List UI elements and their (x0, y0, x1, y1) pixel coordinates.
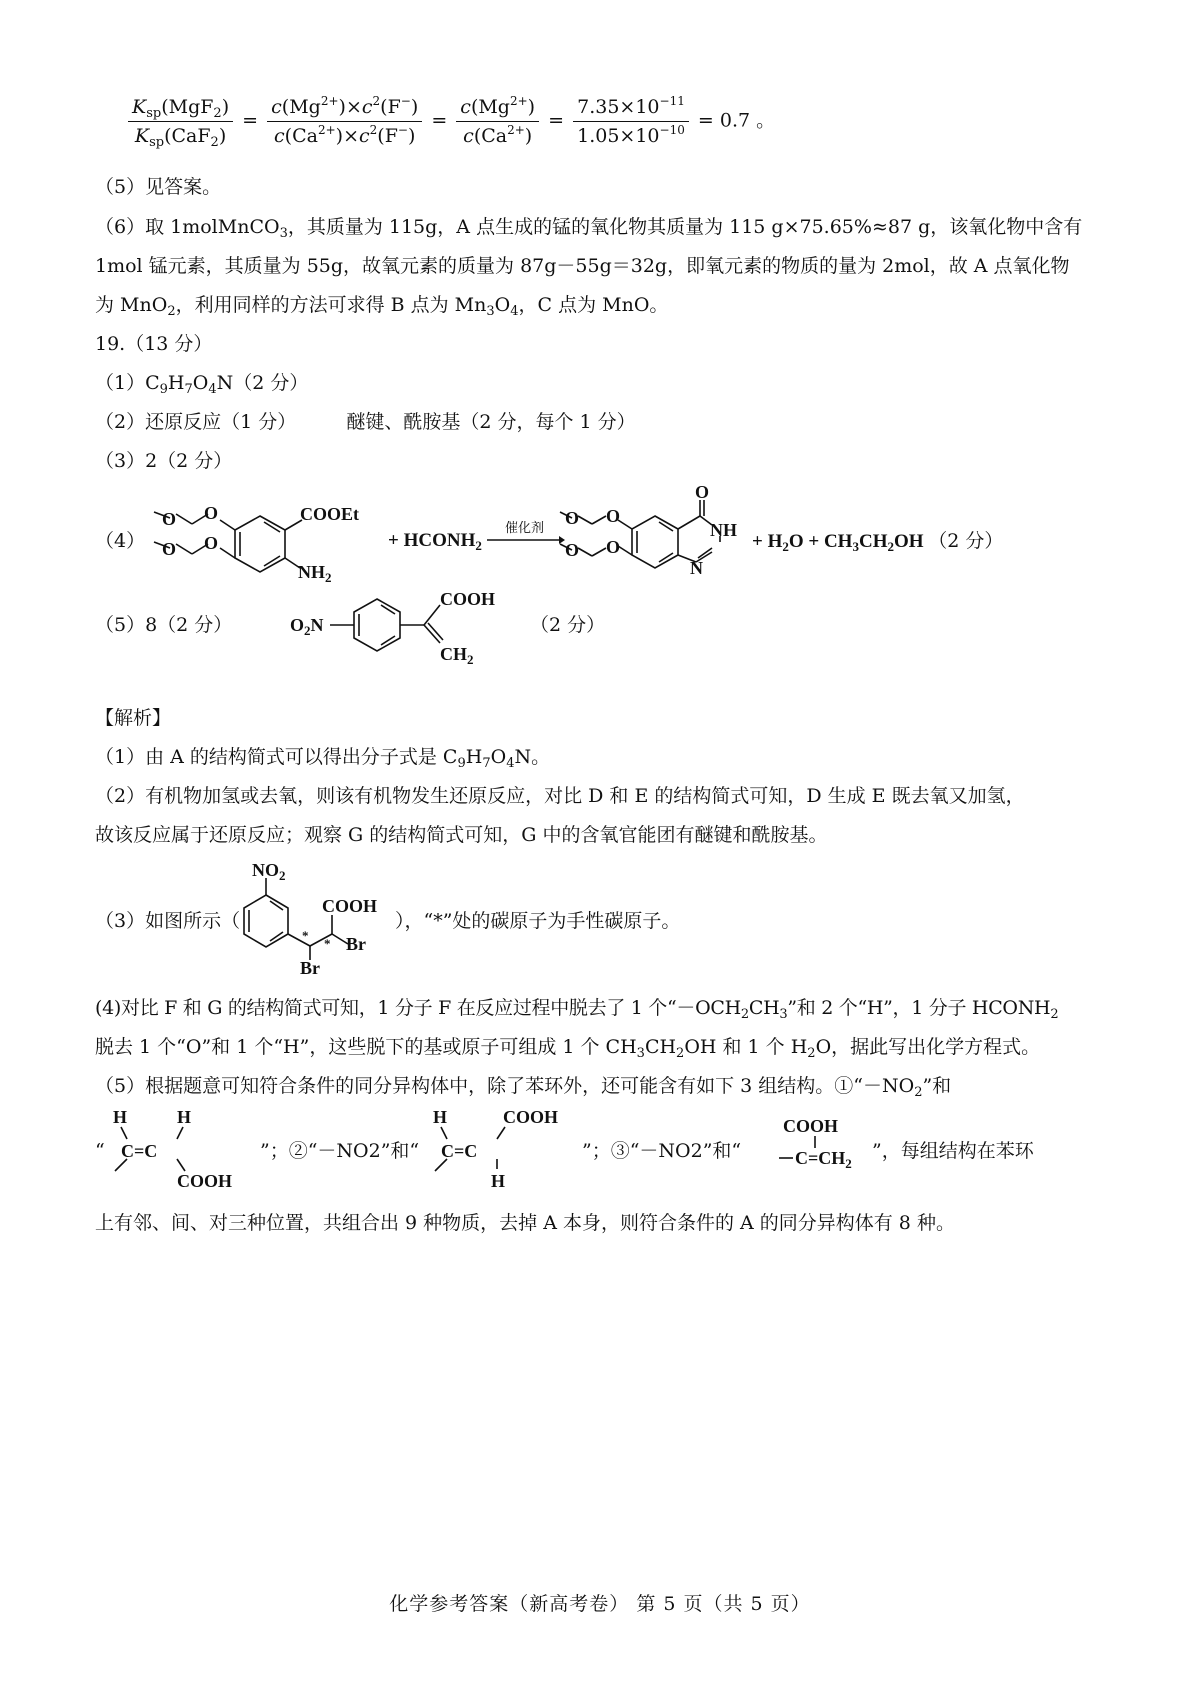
analysis-heading: 【解析】 (95, 707, 172, 729)
separator-3: ”；③“－NO2”和“ (582, 1140, 742, 1162)
analysis-5-line-1: （5）根据题意可知符合条件的同分异构体中，除了苯环外，还可能含有如下 3 组结构。$①“-NO_2$”和 (95, 1075, 952, 1100)
reagent-hconh2: + $HCONH_2$ (388, 530, 482, 553)
ether-o-label: O (606, 506, 621, 526)
c-eq-ch2-label: $C=CH_2$ (795, 1148, 852, 1171)
concentration-product-fraction: $\frac{c(Mg^{2+})\times c^2(F^-)}{c(Ca^{2+})\times c^2(F^-)}$ (267, 95, 422, 148)
ether-o-label: O (204, 533, 219, 553)
answer-6-line-3: 为 MnO$_2$，利用同样的方法可求得 B 点为 $Mn_3O_4$，C 点为 MnO。 (95, 294, 669, 319)
question-19-heading: 19.（13 分） (95, 333, 213, 355)
ether-o-label: O (565, 540, 580, 560)
reaction-arrow (485, 520, 565, 550)
separator-4: ”，每组结构在苯环 (872, 1140, 1034, 1162)
answer-6-line-1: （6）取 1molMnCO$_3$，其质量为 115g，A 点生成的锰的氧化物其质量为 115 g×75.65%≈87 g，该氧化物中含有 (95, 216, 1083, 241)
cooh-label: COOH (783, 1116, 839, 1136)
nh-label: NH (710, 520, 737, 540)
chiral-star-label: * (302, 928, 309, 943)
chiral-star-label: * (324, 936, 331, 951)
analysis-2-line-2: 故该反应属于还原反应；观察 G 的结构简式可知，G 中的含氧官能团有醚键和酰胺基。 (95, 824, 828, 846)
ether-o-label: O (204, 503, 219, 523)
ion-ratio-fraction: $\frac{c(Mg^{2+})}{c(Ca^{2+})}$ (456, 95, 539, 148)
analysis-2-line-1: （2）有机物加氢或去氧，则该有机物发生还原反应，对比 D 和 E 的结构简式可知，D 生成 E 既去氧又加氢， (95, 785, 1025, 807)
answer-19-3: （3）2（2 分） (95, 450, 233, 472)
cooh-label: COOH (177, 1171, 233, 1191)
c-eq-c-label: C=C (121, 1141, 158, 1161)
reactant-structure (140, 492, 375, 592)
cis-structure (105, 1105, 245, 1195)
ksp-result: = 0.7 。 (697, 109, 776, 132)
page-footer: 化学参考答案（新高考卷） 第 5 页（共 5 页） (389, 1593, 811, 1615)
chiral-carbon-structure (238, 860, 408, 978)
br-label: Br (346, 934, 366, 954)
h-label: H (491, 1171, 506, 1191)
answer-6-line-2: 1mol 锰元素，其质量为 55g，故氧元素的质量为 87g－55g＝32g，即氧元素的物质的量为 2mol，故 A 点氧化物 (95, 255, 1070, 277)
analysis-3-suffix: ），“*”处的碳原子为手性碳原子。 (395, 910, 681, 932)
geminal-structure (775, 1110, 885, 1180)
o2n-label: $O_2N$ (290, 615, 324, 638)
ether-o-label: O (162, 509, 177, 529)
reaction-products: + $H_2O + CH_3CH_2OH$ （2 分） (752, 530, 1004, 554)
trans-structure (425, 1105, 575, 1195)
ksp-formula: $\frac{K_{sp}(MgF_2)}{K_{sp}(CaF_2)}$ = $\frac{c(Mg^{2+})\times c^2(F^-)}{c(Ca^{2+})\times c^2(F^-)}$ = $\frac{c(Mg^{2+})}{c(Ca^{2+})}$ = $\frac{7.35\times 10^{-11}}{1.05\times 10^{-10}}$ = 0.7 。 (125, 95, 775, 148)
ether-o-label: O (606, 537, 621, 557)
answer-19-2: （2）还原反应（1 分） 醚键、酰胺基（2 分，每个 1 分） (95, 411, 636, 433)
carbonyl-o-label: O (695, 482, 710, 502)
cooh-label: COOH (440, 589, 496, 609)
no2-label: $NO_2$ (252, 860, 286, 883)
n-label: N (690, 558, 703, 578)
answer-5-structure (290, 585, 520, 675)
quote-open: “ (95, 1140, 105, 1162)
catalyst-label: 催化剂 (505, 521, 545, 536)
answer-5: （5）见答案。 (95, 176, 222, 198)
analysis-5-line-3: 上有邻、间、对三种位置，共组合出 9 种物质，去掉 A 本身，则符合条件的 A 的同分异构体有 8 种。 (95, 1212, 955, 1234)
separator-2: ”；②“－NO2”和“ (260, 1140, 420, 1162)
product-quinazolinone-structure (560, 478, 737, 593)
h-label: H (113, 1107, 128, 1127)
h-label: H (177, 1107, 192, 1127)
analysis-4-line-1: (4)对比 F 和 G 的结构简式可知，1 分子 F 在反应过程中脱去了 1 个“$-OCH_2CH_3$”和 2 个“H”，1 分子 $HCONH_2$ (95, 997, 1059, 1022)
ether-o-label: O (162, 539, 177, 559)
cooet-label: COOEt (300, 504, 360, 524)
answer-19-5-score: （2 分） (530, 614, 606, 636)
answer-19-1: $(1)C_9H_7O_4N(2$ 分） (95, 372, 309, 397)
br-label: Br (300, 958, 320, 978)
analysis-3-prefix: （3）如图所示（ (95, 910, 241, 932)
cooh-label: COOH (322, 896, 378, 916)
analysis-4-line-2: 脱去 1 个“O”和 1 个“H”，这些脱下的基或原子可组成 1 个 $CH_3CH_2OH$ 和 1 个 $H_2O$，据此写出化学方程式。 (95, 1036, 1041, 1061)
analysis-1: （1）由 A 的结构简式可以得出分子式是 $C_9H_7O_4N$。 (95, 746, 551, 771)
cooh-label: COOH (503, 1107, 559, 1127)
h-label: H (433, 1107, 448, 1127)
ether-o-label: O (565, 508, 580, 528)
ch2-label: $CH_2$ (440, 644, 474, 667)
numeric-fraction: $\frac{7.35\times 10^{-11}}{1.05\times 10^{-10}}$ (573, 95, 689, 148)
answer-19-5-label: （5）8（2 分） (95, 614, 233, 636)
ksp-ratio-fraction: $\frac{K_{sp}(MgF_2)}{K_{sp}(CaF_2)}$ (128, 95, 233, 148)
c-eq-c-label: C=C (441, 1141, 478, 1161)
nh2-label: $NH_2$ (298, 562, 332, 585)
answer-19-4-label: （4） (95, 530, 146, 552)
